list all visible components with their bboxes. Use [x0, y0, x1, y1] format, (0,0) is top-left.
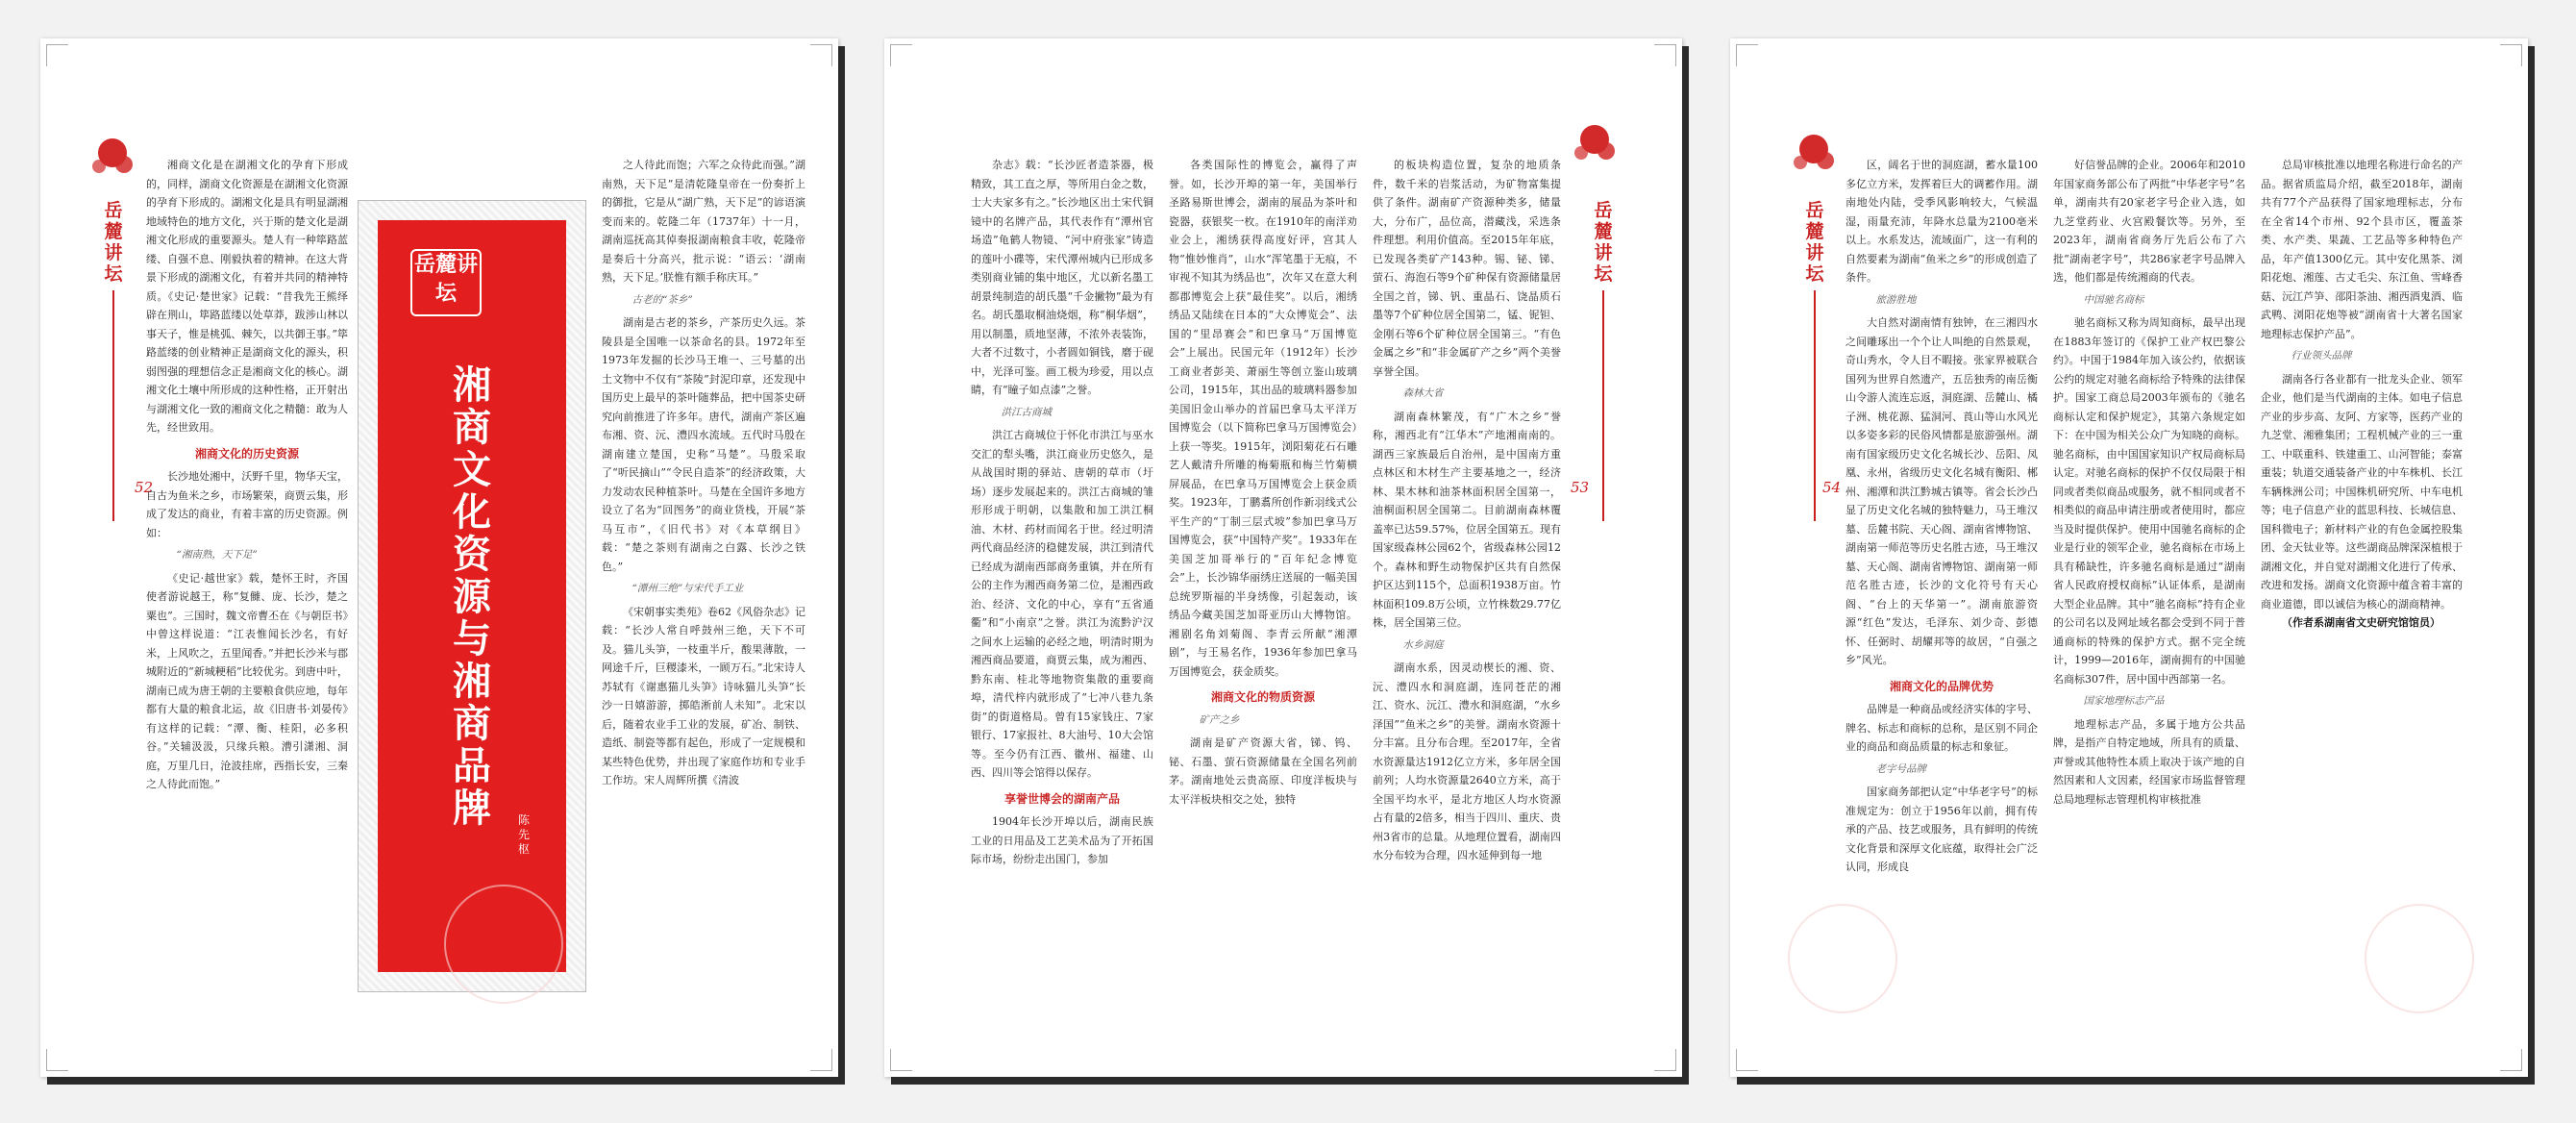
- paragraph: 各类国际性的博览会，赢得了声誉。如，长沙开埠的第一年，美国举行圣路易斯世博会，湖南的展品为茶叶和瓷器，获银奖一枚。在1910年的南洋劝业会上，湘绣获得高度好评，宫其人物“惟妙惟肖”，山水“浑笔墨于无痕，不审视不知其为绣品也”，次年又在意大利都郡博览会上获“最佳奖”。以后，湘绣绣品又陆续在日本的“大众博览会”、法国的“里昂赛会”和巴拿马“万国博览会”上展出。民国元年（1912年）长沙工商业者彭美、萧丽生等创立鉴山玻璃公司，1915年，其出品的玻璃料器参加美国旧金山举办的首届巴拿马太平洋万国博览会（以下简称巴拿马万国博览会）上获一等奖。1915年，浏阳菊花石石雕艺人戴清升所雕的梅菊瓶和梅兰竹菊横屏展品，在巴拿马万国博览会上获金质奖。1923年，丁鹏翥所创作新羽线式公平生产的“丁制三层式坡”参加巴拿马万国博览会，获“中国特产奖”。1933年在美国芝加哥举行的“百年纪念博览会”上，长沙锦华丽绣庄送展的一幅美国总统罗斯福的半身绣像，引起轰动，该绣品今藏美国芝加哥亚历山大博物馆。湘剧名角刘菊阁、李青云所献“湘潭剧”，与王易名作，1936年参加巴拿马万国博览会，获金质奖。: [1169, 159, 1357, 678]
- margin-rule: [1814, 290, 1816, 521]
- paragraph: 之人待此而饱；六军之众待此而强。”湖南熟，天下足”是清乾隆皇帝在一份奏折上的御批，它是从“湖广熟，天下足”的谚语演变而来的。乾隆二年（1737年）十一月，湖南巡抚高其倬奏报湖南粮食丰收，乾隆帝是奏后十分高兴，批示说：“语云：‘湖南熟，天下足。’朕惟有额手称庆耳。”: [602, 159, 805, 284]
- paragraph: 洪江古商城位于怀化市洪江与巫水交汇的犁头嘴，洪江商业历史悠久，是从战国时期的驿站、唐朝的草市（圩场）逐步发展起来的。洪江古商城的雏形形成于明朝，以集散和加工洪江桐油、木材、药材而闻名于世。经过明清两代商品经济的稳健发展，洪江到清代已经成为湖南西部商务重镇，并在所有公的主作为湘西商务第二位，是湘西政治、经济、文化的中心，享有“五省通衢”和“小南京”之誉。洪江为流黔沪汉之间水上运输的必经之地，明清时期为湘西商品要道，商贾云集，成为湘西、黔东南、桂北等地物资集散的重要商埠，清代梓内就形成了“七冲八巷九条街”的街道格局。曾有15家钱庄、7家银行、17家报社、8大油号、10大会馆等。至今仍有江西、徽州、福建、山西、四川等会馆得以保存。: [971, 429, 1153, 779]
- paragraph: 国家商务部把认定“中华老字号”的标准规定为：创立于1956年以前，拥有传承的产品、技艺或服务，具有鲜明的传统文化背景和深厚文化底蕴，取得社会广泛认同，形成良: [1845, 786, 2038, 873]
- text-column-2: [1169, 156, 1357, 1050]
- author-note: （作者系湖南省文史研究馆馆员）: [2282, 616, 2440, 629]
- crop-mark: [810, 44, 832, 66]
- page-number: 53: [1571, 479, 1590, 496]
- subheading: 行业领头品牌: [2291, 350, 2352, 362]
- paragraph: 好信誉品牌的企业。2006年和2010年国家商务部公布了两批“中华老字号”名单，湖南共有20家老字号企业入选，如九芝堂药业、火宫殿餐饮等。另外，至2023年，湖南省商务厅先后公布了六批“湖南老字号”，共286家老字号品牌入选，他们都是传统湘商的代表。: [2053, 159, 2245, 284]
- subheading: 旅游胜地: [1875, 293, 1917, 306]
- column-label: 岳麓讲坛: [1805, 200, 1824, 285]
- page-54: [1730, 38, 2528, 1077]
- margin-rule: [1602, 290, 1604, 521]
- title-frame: [358, 200, 586, 992]
- paragraph: 《宋朝事实类苑》卷62《风俗杂志》记载：“长沙人常自呼鼓州三绝，天下不可及。猫儿头笋，一枝重半斤，酸果薄散，一网途千斤，巨稷漆米，一顾万石。”北宋诗人苏轼有《谢惠猫儿头笋》诗咏猫儿头笋“长沙一日嬉游游，掷皓淅前人未知”。北宋以后，随着农业手工业的发展，矿冶、制铁、造纸、制瓷等都有起色，形成了一定规模和某些特色优势，并出现了家庭作坊和专业手工作坊。宋人周辉所撰《清波: [602, 605, 805, 786]
- yuelu-logo-icon: [1573, 121, 1619, 167]
- paragraph: 的板块构造位置，复杂的地质条件，数千米的岩浆活动，为矿物富集提供了条件。湖南矿产资源种类多，储量大，分布广，品位高，潜藏浅，采选条件理想。利用价值高。至2015年年底，已发现各类矿产143种。锡、铋、锑、萤石、海泡石等9个矿种保有资源储量居全国之首，锑、钒、重晶石、饶晶质石墨等7个矿种位居全国第二，锰、铌钽、金刚石等6个矿种位居全国第三。“有色金属之乡”和“非金属矿产之乡”两个美誉享誉全国。: [1373, 159, 1561, 378]
- subheading: 森林大省: [1402, 387, 1444, 399]
- paragraph: 杂志》载：“长沙匠者造茶器，极精致，其工直之厚，等所用白金之数，士大夫家多有之。”长沙地区出土宋代铜镜中的名牌产品，其代表作有“潭州官场造”龟鹤人物镜、“河中府张家”铸造的莲叶小碟等，宋代潭州城内已形成多类别商业铺的集中地区，尤以新名墨工胡景纯制造的胡氏墨“千金撇物”最为有名。胡氏墨取桐油烧烟，称“桐华烟”，用以制墨，质地坚薄，不浓外表装饰，大者不过数寸，小者圆如铜钱，磨于砚中，光泽可鉴。画工极为珍爱，用以点睛，有“瞳子如点漆”之誉。: [971, 159, 1153, 396]
- article-author: 陈先枢: [518, 813, 531, 856]
- subheading: “湘南熟，天下足”: [176, 549, 258, 561]
- subheading: 洪江古商城: [1001, 406, 1052, 418]
- decorative-pattern: [444, 885, 563, 1004]
- crop-mark: [810, 1049, 832, 1071]
- paragraph: 《史记·越世家》载，楚怀王时，齐国使者游说越王，称“复雠、庞、长沙，楚之粟也”。三国时，魏文帝曹丕在《与朝臣书》中曾这样说道：“江表惟闻长沙名，有好米，上风吹之，五里闻香。”并把长沙米与郡城附近的“新城粳稻”比较优劣。到唐中叶，湖南已成为唐王朝的主要粮食供应地，每年都有大量的粮食北运，故《旧唐书·刘晏传》有这样的记载：“潭、衡、桂阳，必多积谷。”关辅汲汲，只缘兵粮。漕引潇湘、洞庭，万里几日，沧波挂席，西指长安，三秦之人待此而饱。”: [146, 571, 348, 790]
- paragraph: 驰名商标又称为周知商标，最早出现在1883年签订的《保护工业产权巴黎公约》。中国于1984年加入该公约，依据该公约的规定对驰名商标给予特殊的法律保护。国家工商总局2003年颁布的《驰名商标认定和保护规定》，其第六条规定如下：在中国为相关公众广为知晓的商标。驰名商标，由中国国家知识产权局商标局认定。对驰名商标的保护不仅仅局限于相同或者类似商品或服务，就不相同或者不相类似的商品申请注册或者使用时，都应当及时提供保护。使用中国驰名商标的企业是行业的领军企业，驰名商标在市场上具有稀缺性，许多驰名商标是通过“湖南省人民政府授权商标”认证体系，是湖南大型企业品牌。其中“驰名商标”持有企业的公司名以及网址域名都会受到不同于普通商标的特殊的保护方式。据不完全统计，1999—2016年，湖南拥有的中国驰名商标307件，居中国中西部第一名。: [2053, 316, 2245, 686]
- section-heading: 享誉世博会的湖南产品: [1003, 791, 1120, 806]
- paragraph: 湖南是古老的茶乡，产茶历史久远。茶陵县是全国唯一以茶命名的县。1972年至1973年发掘的长沙马王堆一、三号墓的出土文物中不仅有“茶陵”封泥印章，还发现中国历史上最早的茶叶随葬品，把中国茶史研究向前推进了许多年。唐代，湖南产茶区遍布湘、资、沅、澧四水流域。五代时马殷在湖南建立楚国，史称“马楚”。马殷采取了“听民摘山”“令民自造茶”的经济政策，大力发动农民种植茶叶。马楚在全国许多地方设立了名为“回图务”的商业货栈，开展“茶马互市”，《旧代书》对《本草纲目》载：“楚之茶则有湖南之白露、长沙之铁色。”: [602, 316, 805, 573]
- section-heading: 湘商文化的品牌优势: [1889, 679, 1994, 693]
- margin-rule: [112, 290, 114, 521]
- yuelu-logo-icon: [1792, 131, 1838, 177]
- paragraph: 湖南水系，因灵动楔长的湘、资、沅、澧四水和洞庭湖，连同苍茫的湘江、资水、沅江、澧水和洞庭湖，“水乡泽国”“鱼米之乡”的美誉。湖南水资源十分丰富。且分布合理。至2017年，全省水资源量达1912亿立方米，多年居全国前列；人均水资源量2640立方米，高于全国平均水平，是北方地区人均水资源占有量的2倍多，相当于四川、重庆、贵州3省市的总量。从地理位置看，湖南四水分布较为合理，四水延伸到每一地: [1373, 661, 1561, 861]
- subheading: 中国驰名商标: [2083, 293, 2144, 306]
- text-column-1: [146, 156, 348, 1040]
- subheading: 老字号品牌: [1875, 762, 1926, 775]
- paragraph: 地理标志产品，多属于地方公共品牌，是指产自特定地域，所具有的质量、声誉或其他特性本质上取决于该产地的自然因素和人文因素，经国家市场监督管理总局地理标志管理机构审核批准: [2053, 717, 2245, 806]
- decorative-pattern: [1788, 904, 1897, 1013]
- text-column-3: [1373, 156, 1561, 1050]
- subheading: 水乡洞庭: [1402, 638, 1444, 651]
- paragraph: 湘商文化是在湖湘文化的孕育下形成的，同样，湖商文化资源是在湖湘文化资源的孕育下形成的。湖湘文化是具有明显湖湘地域特色的地方文化，兴于斯的楚文化是湖湘文化形成的重要源头。楚人有一种筚路蓝缕、自强不息、刚毅执着的精神。在这大背景下形成的湖湘文化，有着并共同的精神特质。《史记·楚世家》记载：“昔我先王熊绎辟在荆山，筚路蓝缕以处草莽，跋涉山林以事天子，惟是桃弧、棘矢，以共御王事。”筚路蓝缕的创业精神正是湖商文化的源头，积弱图强的理想信念正是湘商文化的核心。湖湘文化土壤中所形成的这种性格，正开射出与湖湘文化一致的湘商文化之精髓：敢为人先，经世致用。: [146, 159, 348, 434]
- subheading: “潭州三绝”与宋代手工业: [632, 583, 744, 594]
- column-label: 岳麓讲坛: [104, 200, 123, 285]
- page-52: [40, 38, 838, 1077]
- paragraph: 总局审核批准以地理名称进行命名的产品。据省质监局介绍，截至2018年，湖南共有77个产品获得了国家地理标志，分布在全省14个市州、92个县市区，覆盖茶类、水产类、果蔬、工艺品等多种特色产品，年产值1300亿元。其中安化黑茶、浏阳花炮、湘莲、古丈毛尖、东江鱼、雪峰香菇、沅江芦笋、邵阳茶油、湘西酒鬼酒、临武鸭、浏阳花炮等被“湖南省十大著名国家地理标志保护产品”。: [2261, 159, 2463, 340]
- crop-mark: [1654, 44, 1676, 66]
- crop-mark: [890, 44, 912, 66]
- subheading: 国家地理标志产品: [2083, 695, 2165, 707]
- paragraph: 1904年长沙开埠以后，湖南民族工业的日用品及工艺美术品为了开拓国际市场，纷纷走出国门，参加: [971, 815, 1153, 865]
- crop-mark: [1736, 1049, 1758, 1071]
- crop-mark: [2500, 44, 2522, 66]
- text-column-3: [602, 156, 805, 1050]
- article-title: 湘商文化资源与湘商品牌: [453, 363, 491, 831]
- page-number: 52: [135, 479, 154, 496]
- text-column-1: [971, 156, 1153, 1050]
- paragraph: 品牌是一种商品或经济实体的字号、牌名、标志和商标的总称，是区别不同企业的商品和商品质量的标志和象征。: [1845, 703, 2038, 753]
- section-heading: 湘商文化的物质资源: [1210, 690, 1315, 704]
- paragraph: 区，阔名于世的洞庭湖，蓄水量100多亿立方米，发挥着巨大的调蓄作用。湖南地处内陆，受季风影响较大，气候温湿，雨量充沛，年降水总量为2100亳米以上。水系发达，流域面广，这一有利的自然要素为湖南“鱼米之乡”的形成创造了条件。: [1845, 159, 2038, 284]
- text-column-2: [2053, 156, 2245, 1050]
- paragraph: 湖南各行各业都有一批龙头企业、领军企业，他们是当代湖南的主体。如电子信息产业的步步高、友阿、方家等，医药产业的九芝堂、湘雅集团；工程机械产业的三一重工、中联重科、铁建重工、山河智能；泰富重装；轨道交通装备产业的中车株机、长江车辆株洲公司；中国株机研究所、中车电机等；电子信息产业的蓝思科技、长城信息、国科微电子；新材料产业的有色金属控股集团、金天钛业等。这些湖商品牌深深植根于湖湘文化，并自觉对湖湘文化进行了传承、改进和发扬。湖商文化资源中蕴含着丰富的商业道德，即以诚信为核心的湖商精神。: [2261, 372, 2463, 611]
- crop-mark: [46, 44, 68, 66]
- crop-mark: [890, 1049, 912, 1071]
- crop-mark: [1654, 1049, 1676, 1071]
- yuelu-logo-icon: [90, 135, 136, 181]
- subheading: 矿产之乡: [1199, 713, 1240, 726]
- paragraph: 湖南是矿产资源大省，锑、钨、铋、石墨、萤石资源储量在全国名列前茅。湖南地处云贵高原、印度洋板块与太平洋板块相交之处，独特: [1169, 736, 1357, 806]
- column-badge: 岳麓讲坛: [410, 249, 482, 316]
- crop-mark: [46, 1049, 68, 1071]
- subheading: 古老的“茶乡”: [632, 293, 693, 306]
- page-number: 54: [1822, 479, 1842, 496]
- paragraph: 大自然对湖南情有独钟，在三湘四水之间雕琢出一个个让人叫绝的自然景观，奇山秀水，令人目不暇接。张家界被联合国列为世界自然遗产，五岳独秀的南岳衡山令游人流连忘返，洞庭湖、岳麓山、橘子洲、桃花源、猛洞河、莨山等山水风光以多姿多彩的民俗风情都是旅游强州。湖南有国家级历史文化名城长沙、岳阳、凤凰、永州，省级历史文化名城有衡阳、郴州、湘潭和洪江黔城古镇等。省会长沙凸显了历史文化名城的独特魅力，马王堆汉墓、岳麓书院、天心阁、湖南省博物馆、湖南第一师范等历史名胜古迹，马王堆汉墓、天心阁、湖南省博物馆、湖南第一师范名胜古迹，长沙的文化符号有天心阁、“台上的天华第一”。湖南旅游资源“红色”发达，毛泽东、刘少奇、彭德怀、任弼时、胡耀邦等的故居，“自强之乡”风光。: [1845, 316, 2038, 666]
- crop-mark: [1736, 44, 1758, 66]
- page-53: [884, 38, 1682, 1077]
- paragraph: 长沙地处湘中，沃野千里，物华天宝，自古为鱼米之乡，市场繁荣，商贾云集，形成了发达的商业，有着丰富的历史资源。例如：: [146, 470, 348, 539]
- crop-mark: [2500, 1049, 2522, 1071]
- section-heading: 湘商文化的历史资源: [194, 446, 299, 461]
- paragraph: 湖南森林繁茂，有“广木之乡”誉称，湘西北有“江华木”产地湘南南的。湖西三家族最后自治州，是中国南方重点林区和木材生产主要基地之一，经济林、果木林和油茶林面积居全国第一，油桐面积居全国第二。目前湖南森林覆盖率已达59.57%，位居全国第五。现有国家级森林公园62个，省级森林公园12个。森林和野生动物保护区共有自然保护区达到115个，总面积1938万亩。竹林面积109.8万公顷，立竹株数29.77亿株，居全国第三位。: [1373, 410, 1561, 629]
- column-label: 岳麓讲坛: [1594, 200, 1613, 285]
- decorative-pattern: [2365, 904, 2474, 1013]
- title-panel: [378, 220, 566, 972]
